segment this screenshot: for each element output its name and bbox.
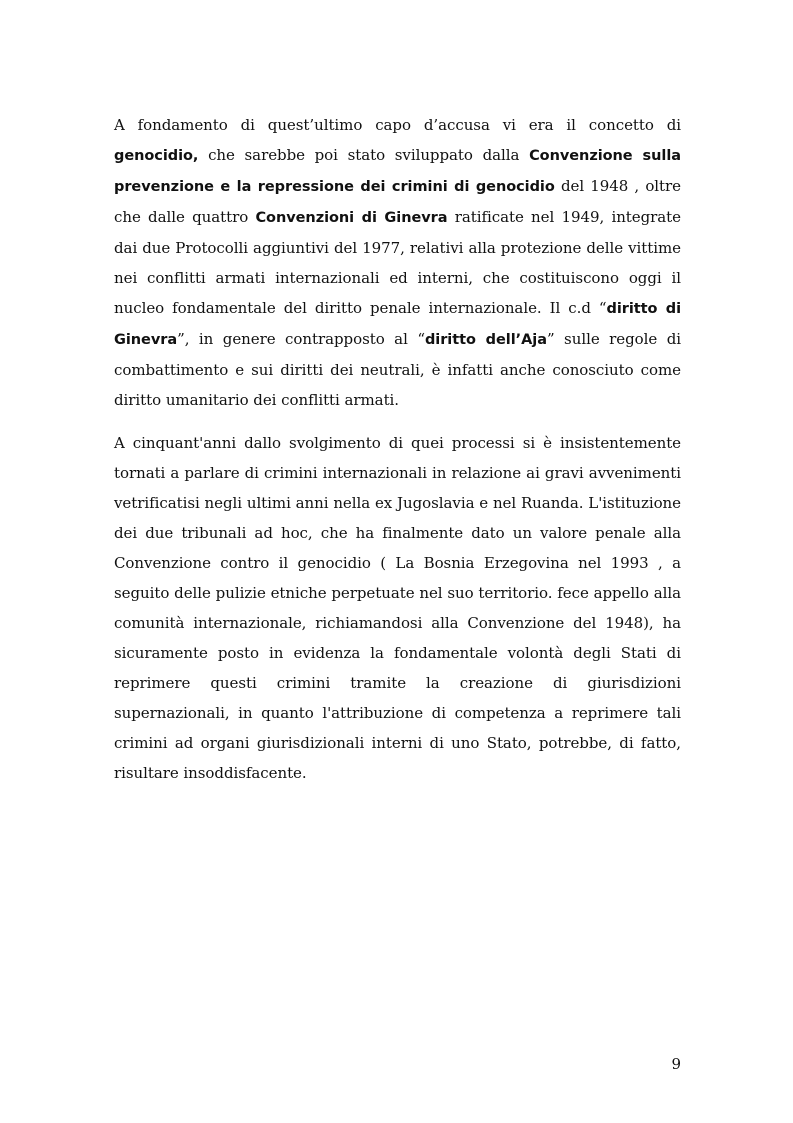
p1-text-3: del 1948 , oltre che dalle quattro <box>114 177 681 226</box>
term-convenzione-genocidio: Convenzione sulla prevenzione e la repressione dei crimini di genocidio <box>114 148 681 195</box>
term-diritto-aja: diritto dell’Aja <box>424 332 547 348</box>
p2-text-1: A cinquant'anni dallo svolgimento di quei processi si è insistentemente tornati a parlare di crimini internazionali in relazione ai gravi avvenimenti vetrificatisi negli ultimi anni nella ex Jugoslavia e nel Ruanda. L'istituzione dei due tribunali ad hoc, che ha finalmente dato un valore penale alla Convenzione contro il genocidio ( La Bosnia Erzegovina nel 1993 , a seguito delle pulizie etniche perpetuate nel suo territorio. fece appello alla comunità internazionale, richiamandosi alla Convenzione del 1948), ha sicuramente posto in evidenza la fondamentale volontà degli Stati di reprimere questi crimini tramite la creazione di giurisdizioni supernazionali, in quanto l'attribuzione di competenza a reprimere tali crimini ad organi giurisdizionali interni di uno Stato, potrebbe, di fatto, risultare insoddisfacente. <box>114 434 681 782</box>
paragraph-1 <box>114 110 681 415</box>
term-genocidio: genocidio, <box>114 148 199 164</box>
paragraph-2 <box>114 428 681 788</box>
p1-text-5: ”, in genere contrapposto al “ <box>177 330 425 348</box>
p1-text-6: ” sulle regole di combattimento e sui diritti dei neutrali, è infatti anche conosciuto come diritto umanitario dei conflitti armati. <box>114 330 682 409</box>
term-convenzioni-ginevra: Convenzioni di Ginevra <box>255 210 448 226</box>
p1-text-1: A fondamento di quest’ultimo capo d’accusa vi era il concetto di <box>114 116 681 134</box>
term-diritto-ginevra: diritto di Ginevra <box>114 301 681 348</box>
p1-text-2: che sarebbe poi stato sviluppato dalla <box>198 146 530 164</box>
p1-text-4: ratificate nel 1949, integrate dai due Protocolli aggiuntivi del 1977, relativi alla protezione delle vittime nei conflitti armati internazionali ed interni, che costituiscono oggi il nucleo fondamentale del diritto penale internazionale. Il c.d “ <box>114 208 681 317</box>
page-number: 9 <box>671 1055 681 1073</box>
body-text <box>114 110 681 788</box>
